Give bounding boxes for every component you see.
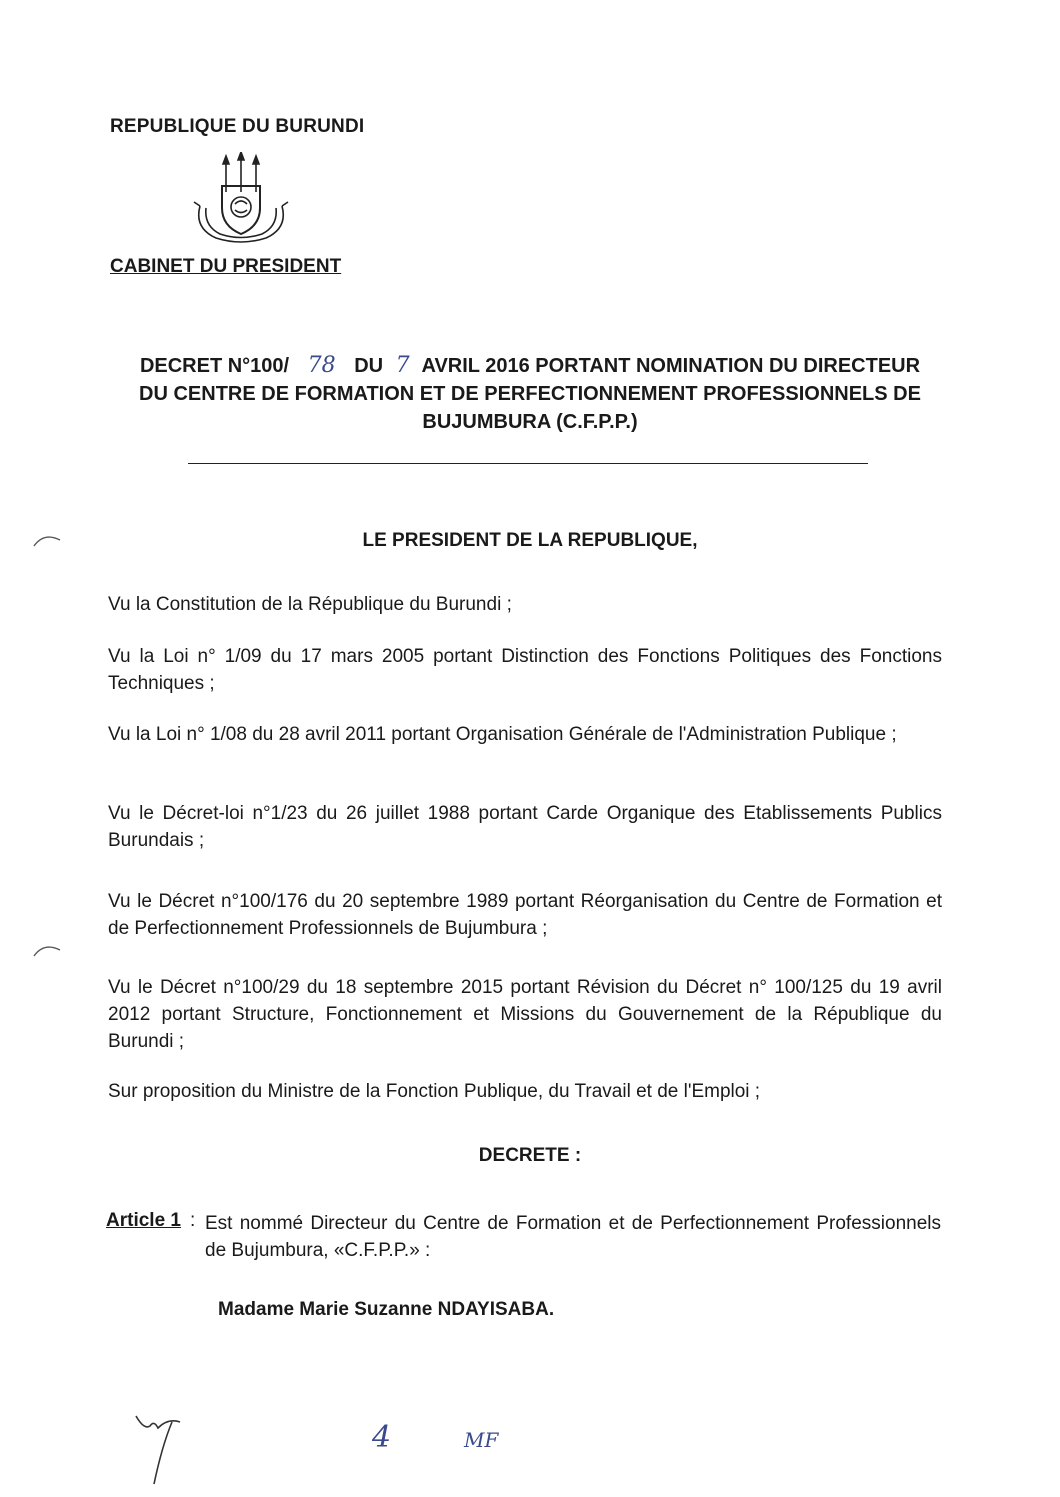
title-prefix: DECRET N°100/ — [139, 355, 290, 377]
consideration-4: Vu le Décret-loi n°1/23 du 26 juillet 1988 portant Carde Organique des Etablissements Publics Burundais ; — [108, 803, 942, 851]
handwritten-signature-icon — [132, 1408, 188, 1488]
title-line-1 — [100, 352, 960, 380]
title-divider — [188, 463, 868, 464]
title-line-2: DU CENTRE DE FORMATION ET DE PERFECTIONNEMENT PROFESSIONNELS DE — [139, 383, 921, 405]
decrete-heading: DECRETE : — [478, 1145, 582, 1166]
nominee-name: Madame Marie Suzanne NDAYISABA. — [218, 1299, 555, 1320]
consideration-7: Sur proposition du Ministre de la Fonction Publique, du Travail et de l'Emploi ; — [108, 1081, 761, 1102]
title-line-3: BUJUMBURA (C.F.P.P.) — [422, 411, 638, 433]
article-1-label: Article 1 — [106, 1210, 181, 1231]
consideration-2: Vu la Loi n° 1/09 du 17 mars 2005 portant Distinction des Fonctions Politiques des Fonctions Techniques ; — [108, 646, 942, 694]
punch-hole-mark-icon — [30, 936, 66, 972]
handwritten-initials: MF — [464, 1428, 499, 1452]
preamble-heading: LE PRESIDENT DE LA REPUBLIQUE, — [362, 530, 698, 551]
punch-hole-mark-icon — [30, 526, 66, 562]
cabinet-header: CABINET DU PRESIDENT — [110, 256, 342, 277]
country-header: REPUBLIQUE DU BURUNDI — [110, 116, 365, 137]
title-du: DU — [354, 355, 384, 377]
handwritten-decree-number: 78 — [307, 353, 336, 378]
article-1-colon: : — [190, 1210, 196, 1231]
decree-title — [100, 352, 960, 436]
title-line1-rest: AVRIL 2016 PORTANT NOMINATION DU DIRECTEUR — [421, 355, 921, 377]
consideration-6: Vu le Décret n°100/29 du 18 septembre 2015 portant Révision du Décret n° 100/125 du 19 avril 2012 portant Structure, Fonctionnement et Missions du Gouvernement de la République du Burundi ; — [108, 977, 942, 1052]
article-1-text: Est nommé Directeur du Centre de Formation et de Perfectionnement Professionnels de Bujumbura, «C.F.P.P.» : — [205, 1213, 941, 1261]
consideration-5: Vu le Décret n°100/176 du 20 septembre 1989 portant Réorganisation du Centre de Formation et de Perfectionnement Professionnels de Bujumbura ; — [108, 891, 942, 939]
handwritten-day: 7 — [395, 353, 410, 378]
consideration-3: Vu la Loi n° 1/08 du 28 avril 2011 portant Organisation Générale de l'Administration Publique ; — [108, 724, 897, 745]
coat-of-arms-icon — [186, 152, 296, 252]
consideration-1: Vu la Constitution de la République du Burundi ; — [108, 594, 512, 615]
handwritten-page-mark: 4 — [372, 1420, 392, 1455]
